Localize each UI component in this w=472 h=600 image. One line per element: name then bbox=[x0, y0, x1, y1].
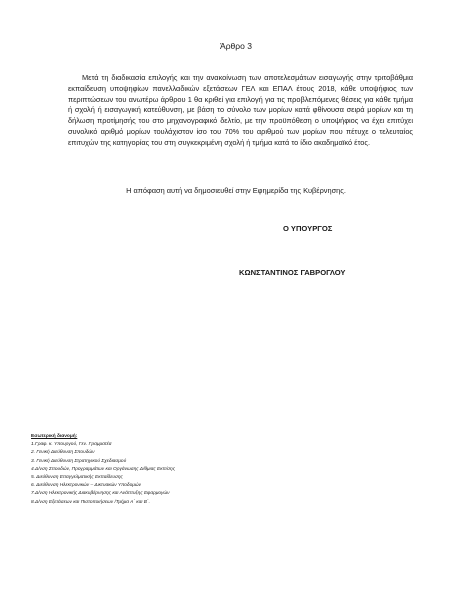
distribution-item: 7.Δ/νση Ηλεκτρονικής Διακυβέρνησης και Ανάπτυξης Εφαρμογών bbox=[31, 491, 170, 497]
distribution-list bbox=[31, 441, 291, 507]
distribution-item: 5. Διεύθυνση Επαγγελματικής Εκπαίδευσης bbox=[31, 475, 123, 481]
body-paragraph: Μετά τη διαδικασία επιλογής και την ανακοίνωση των αποτελεσμάτων εισαγωγής στην τριτοβάθμια εκπαίδευση υποψηφίων πανελλαδικών εξετάσεων ΓΕΛ και ΕΠΑΛ έτους 2018, κάθε υποψήφιος των περιπτώσεων του ανωτέρω άρθρου 1 θα κριθεί για επιλογή για τις προβλεπόμενες θέσεις για κάθε τμήμα ή σχολή ή εισαγωγική κατεύθυνση, με βάση το σύνολο των μορίων κατά φθίνουσα σειρά μορίων και τη δήλωση προτίμησής του στο μηχανογραφικό δελτίο, με την προϋπόθεση ο υποψήφιος να έχει επιτύχει συνολικό αριθμό μορίων τουλάχιστον ίσο του 70% του αριθμού των μορίων που πέτυχε ο τελευταίος επιτυχών της κατηγορίας του στη συγκεκριμένη σχολή ή τμήμα κατά το ίδιο ακαδημαϊκό έτος. bbox=[68, 73, 413, 147]
distribution-item: 2. Γενική Διεύθυνση Σπουδών bbox=[31, 450, 95, 456]
distribution-item: 1.Γραφ. κ. Υπουργού, Γεν. Γραμματέα bbox=[31, 442, 112, 448]
distribution-item: 4.Δ/νση Σπουδών, Προγραμμάτων και Οργάνωσης Δ/θμιας Εκπ/σης bbox=[31, 466, 176, 472]
minister-name: ΚΩΝΣΤΑΝΤΙΝΟΣ ΓΑΒΡΟΓΛΟΥ bbox=[239, 268, 346, 277]
distribution-item: 6. Διεύθυνση Ηλεκτρονικών – Δικτυακών Υποδομών bbox=[31, 483, 142, 489]
article-title: Άρθρο 3 bbox=[220, 41, 252, 51]
internal-distribution bbox=[31, 433, 291, 507]
distribution-item: 8.Δ/νση Εξετάσεων και Πιστοποιήσεων /Τμήμα Α΄ και Β΄. bbox=[31, 499, 150, 505]
distribution-heading: Εσωτερική διανομή: bbox=[31, 434, 78, 439]
minister-title: Ο ΥΠΟΥΡΓΟΣ bbox=[283, 224, 333, 233]
publication-decision: Η απόφαση αυτή να δημοσιευθεί στην Εφημερίδα της Κυβέρνησης. bbox=[126, 186, 346, 195]
distribution-item: 3. Γενική Διεύθυνση Στρατηγικού Σχεδιασμού bbox=[31, 458, 127, 464]
